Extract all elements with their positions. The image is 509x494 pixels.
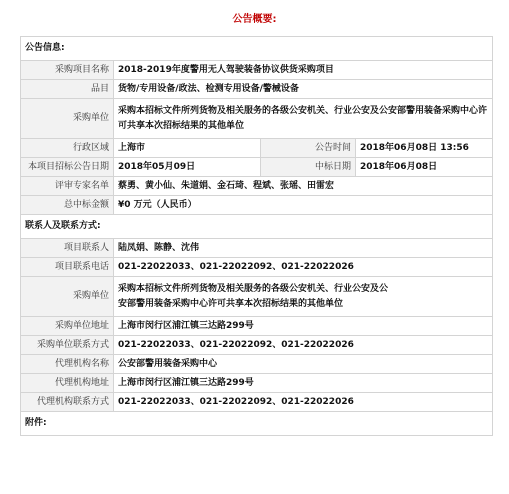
row-contact	[21, 239, 493, 258]
experts-label: 评审专家名单	[21, 177, 114, 196]
row-experts	[21, 177, 493, 196]
publish-time-value: 2018年06月08日 13:56	[356, 139, 493, 158]
contact-label: 项目联系人	[21, 239, 114, 258]
tender-date-value: 2018年05月09日	[114, 158, 261, 177]
buyer-phone-label: 采购单位联系方式	[21, 336, 114, 355]
award-date-label: 中标日期	[261, 158, 356, 177]
phone-label: 项目联系电话	[21, 258, 114, 277]
agency-value: 公安部警用装备采购中心	[114, 355, 493, 374]
row-buyer-phone	[21, 336, 493, 355]
section-row-announcement	[21, 37, 493, 61]
row-buyer-address	[21, 317, 493, 336]
row-total	[21, 196, 493, 215]
region-label: 行政区域	[21, 139, 114, 158]
phone-value: 021-22022033、021-22022092、021-22022026	[114, 258, 493, 277]
section-row-contacts	[21, 215, 493, 239]
row-region-time	[21, 139, 493, 158]
contact-buyer-line-2: 安部警用装备采购中心许可共享本次招标结果的其他单位	[118, 298, 344, 309]
agency-address-label: 代理机构地址	[21, 374, 114, 393]
total-label: 总中标金额	[21, 196, 114, 215]
contact-buyer-line-1: 采购本招标文件所列货物及相关服务的各级公安机关、行业公安及公	[118, 283, 389, 294]
page-title: 公告概要:	[232, 14, 277, 25]
row-phone	[21, 258, 493, 277]
award-date-value: 2018年06月08日	[356, 158, 493, 177]
row-category	[21, 80, 493, 99]
buyer-address-label: 采购单位地址	[21, 317, 114, 336]
buyer-address-value: 上海市闵行区浦江镇三达路299号	[114, 317, 493, 336]
row-agency-address	[21, 374, 493, 393]
region-value: 上海市	[114, 139, 261, 158]
agency-label: 代理机构名称	[21, 355, 114, 374]
buyer-value: 采购本招标文件所列货物及相关服务的各级公安机关、行业公安及公安部警用装备采购中心许可共享本次招标结果的其他单位	[114, 99, 493, 139]
section-row-attachments	[21, 412, 493, 436]
row-buyer	[21, 99, 493, 139]
contacts-section-label: 联系人及联系方式:	[21, 215, 493, 239]
buyer-phone-value: 021-22022033、021-22022092、021-22022026	[114, 336, 493, 355]
row-contact-buyer	[21, 277, 493, 317]
agency-phone-value: 021-22022033、021-22022092、021-22022026	[114, 393, 493, 412]
agency-address-value: 上海市闵行区浦江镇三达路299号	[114, 374, 493, 393]
announcement-table	[20, 36, 493, 436]
agency-phone-label: 代理机构联系方式	[21, 393, 114, 412]
contact-value: 陆凤娟、陈静、沈伟	[114, 239, 493, 258]
contact-buyer-label: 采购单位	[21, 277, 114, 317]
row-dates	[21, 158, 493, 177]
category-value: 货物/专用设备/政法、检测专用设备/警械设备	[114, 80, 493, 99]
buyer-label: 采购单位	[21, 99, 114, 139]
project-name-label: 采购项目名称	[21, 61, 114, 80]
row-agency-phone	[21, 393, 493, 412]
row-agency	[21, 355, 493, 374]
category-label: 品目	[21, 80, 114, 99]
attachments-section-label: 附件:	[21, 412, 493, 436]
announcement-section-label: 公告信息:	[21, 37, 493, 61]
publish-time-label: 公告时间	[261, 139, 356, 158]
project-name-value: 2018-2019年度警用无人驾驶装备协议供货采购项目	[114, 61, 493, 80]
tender-date-label: 本项目招标公告日期	[21, 158, 114, 177]
total-value: ¥0 万元（人民币）	[114, 196, 493, 215]
row-project-name	[21, 61, 493, 80]
contact-buyer-value	[114, 277, 493, 317]
experts-value: 蔡勇、黄小仙、朱道娟、金石琦、程斌、张瑶、田雷宏	[114, 177, 493, 196]
